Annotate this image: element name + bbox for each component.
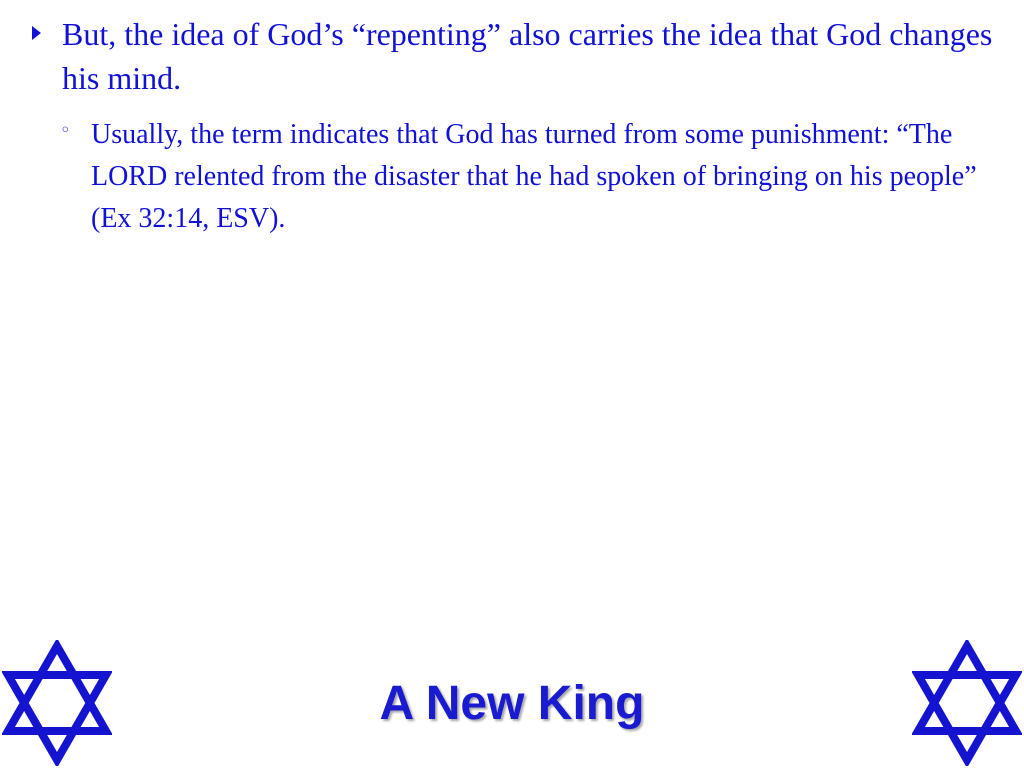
triangle-bullet-icon [32, 26, 41, 40]
bullet-level-1-text: But, the idea of God’s “repenting” also carries the idea that God changes his mind. [62, 16, 993, 96]
bullet-level-1 [32, 12, 1012, 100]
slide-title: A New King [379, 677, 645, 730]
bullet-level-2-text: Usually, the term indicates that God has turned from some punishment: “The LORD relented from the disaster that he had spoken of bringing on his people” (Ex 32:14, ESV). [91, 119, 977, 234]
bullet-level-2 [60, 114, 1010, 240]
circle-bullet-icon: ◦ [60, 120, 71, 141]
star-of-david-icon [912, 640, 1022, 766]
